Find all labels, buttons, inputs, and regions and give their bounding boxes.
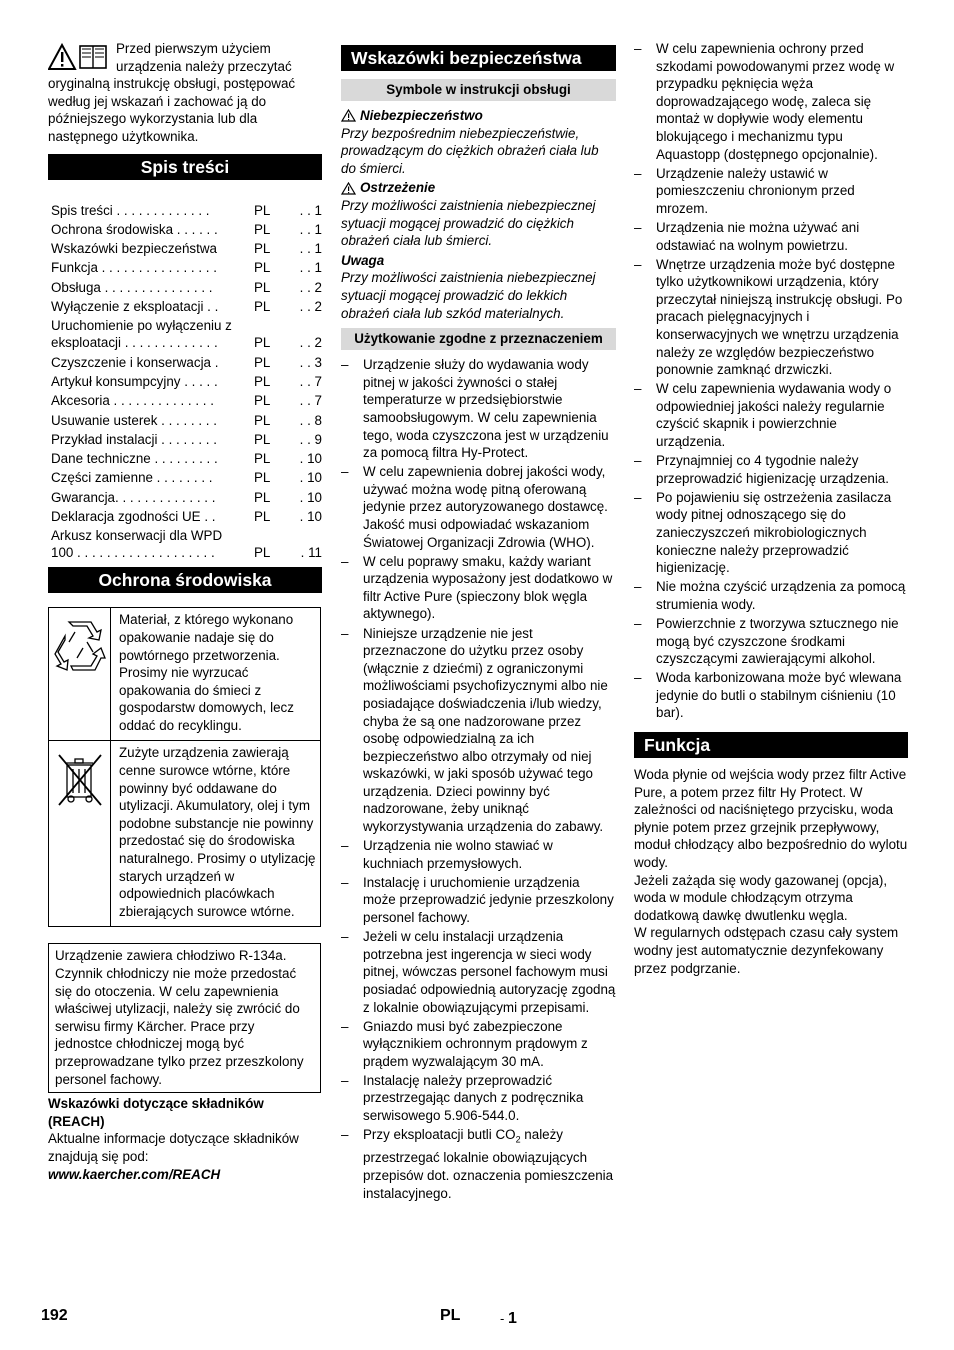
disposal-text: Zużyte urządzenia zawierają cenne surowce wtórne, które powinny być oddawane do utylizacji. Akumulatory, olej i tym podobne substancje nie powinny przedostać się do środowiska naturalnego. Prosimy o utylizację starych urządzeń w odpowiednich placówkach zbierających surowce wtórne. (119, 745, 316, 919)
toc-page: . 10 (299, 470, 322, 486)
page-sub-value: 1 (507, 1310, 517, 1327)
toc-title: Usuwanie usterek . . . . . . . . (51, 412, 217, 428)
list-item: – Jeżeli w celu instalacji urządzenia potrzebna jest ingerencja w sieci wody pitnej, wówczas personel fachowym musi posiadać odpowiednią autoryzację zgodną z lokalnie obowiązującymi przepisami. (341, 928, 616, 1016)
list-item: – Instalację należy przeprowadzić przestrzegając danych z podręcznika serwisowego 5.906-544.0. (341, 1072, 616, 1125)
toc-row[interactable] (48, 489, 322, 506)
list-item: – Po pojawieniu się ostrzeżenia zasilacza wody pitnej odnoszącego się do zanieczyszczeń mikrobiologicznych konieczne należy przeprowadzić higienizację. (634, 489, 908, 577)
toc-row[interactable] (48, 392, 322, 409)
list-item: – Wnętrze urządzenia może być dostępne tylko użytkownikowi urządzenia, który przeczytał niniejszą instrukcję obsługi. Po pracach pielęgnacyjnych i konserwacyjnych we wnętrzu urządzenia należy ze względów bezpieczeństwo ponownie zamknąć drzwiczki. (634, 256, 908, 379)
toc-title: Obsługa . . . . . . . . . . . . . . . (51, 279, 213, 295)
warning-label-row (341, 179, 616, 197)
toc-lang: PL (254, 202, 271, 218)
toc-title: Wyłączenie z eksploatacji . . (51, 299, 219, 315)
list-item: – Urządzenia nie wolno stawiać w kuchniach przemysłowych. (341, 837, 616, 872)
page-dash: - (500, 1311, 505, 1326)
toc-lang: PL (254, 241, 271, 257)
toc-title: Wskazówki bezpieczeństwa (51, 241, 217, 257)
list-item: – Instalację i uruchomienie urządzenia może przeprowadzić jedynie przeszkolony personel fachowy. (341, 874, 616, 927)
toc-lang: PL (254, 373, 271, 389)
list-item: – Urządzenie należy ustawić w pomieszczeniu chronionym przed mrozem. (634, 165, 908, 218)
toc-title: Akcesoria . . . . . . . . . . . . . . (51, 393, 214, 409)
toc-page: . . 1 (299, 202, 322, 218)
page-language: PL (440, 1307, 461, 1324)
toc-title: Części zamienne . . . . . . . . (51, 470, 213, 486)
toc-page: . . 1 (299, 221, 322, 237)
toc-title: Uruchomienie po wyłączeniu z eksploatacji . . . . . . . . . . . . . (51, 318, 232, 351)
table-of-contents (48, 202, 322, 562)
toc-lang: PL (254, 431, 271, 447)
disposal-row (49, 741, 320, 926)
reach-text: Aktualne informacje dotyczące składników znajdują się pod: (48, 1131, 299, 1164)
toc-page: . . 8 (299, 412, 322, 428)
list-item: – W celu zapewnienia wydawania wody o odpowiedniej jakości należy regularnie czyścić skapnik i powierzchnie urządzenia. (634, 380, 908, 450)
warning-manual-icon (48, 43, 110, 73)
co2-prefix: Przy eksploatacji butli CO (363, 1127, 516, 1143)
toc-page: . . 1 (299, 260, 322, 276)
toc-lang: PL (254, 451, 271, 467)
column-left (48, 40, 322, 1183)
co2-suffix: należy przestrzegać lokalnie obowiązujących przepisów dot. oznaczenia pomieszczenia instalacyjnego. (363, 1127, 614, 1201)
refrigerant-box (48, 943, 321, 1093)
list-item: – Urządzenie służy do wydawania wody pitnej w jakości żywności o stałej temperaturze w przedsiębiorstwie samoobsługowym. W celu zapewnienia tego, woda czyszczona jest w urządzeniu za pomocą filtra Hy-Protect. (341, 356, 616, 462)
toc-row[interactable] (48, 279, 322, 296)
toc-page: . . 7 (299, 393, 322, 409)
toc-page: . . 7 (299, 373, 322, 389)
toc-title: Arkusz konserwacji dla WPD 100 . . . . . . . . . . . . . . . . . . . (51, 528, 223, 561)
function-p1: Woda płynie od wejścia wody przez filtr Active Pure, a potem przez filtr Hy Protect. W zależności od naciśniętego przycisku, woda płynie potem przez grzejnik przepływowy, moduł chłodzący albo bezpośrednio do wylotu wody. (634, 767, 908, 871)
list-item: – Urządzenia nie można używać ani odstawiać na wolnym powietrzu. (634, 219, 908, 254)
toc-title: Gwarancja. . . . . . . . . . . . . . (51, 489, 216, 505)
function-p3: W regularnych odstępach czasu cały system wodny jest automatycznie dezynfekowany przez podgrzanie. (634, 925, 899, 976)
toc-page: . 10 (299, 489, 322, 505)
toc-page: . . 3 (299, 354, 322, 370)
page-sub-number (500, 1310, 517, 1328)
packaging-text: Materiał, z którego wykonano opakowanie nadaje się do powtórnego przetworzenia. Prosimy nie wyrzucać opakowania do śmieci z gospodarstw domowych, lecz oddać do recyklingu. (119, 612, 294, 733)
toc-row[interactable] (48, 527, 322, 561)
toc-page: . . 2 (299, 279, 322, 295)
warning-icon (341, 182, 356, 195)
list-item: – Przynajmniej co 4 tygodnie należy przeprowadzić higienizację urządzenia. (634, 452, 908, 487)
toc-row[interactable] (48, 508, 322, 525)
toc-page: . . 9 (299, 431, 322, 447)
list-item: – W celu zapewnienia ochrony przed szkodami powodowanymi przez wodę w przypadku pęknięcia węża doprowadzającego wodę, zaleca się montaż w dopływie wody elementu blokującego i mechanizmu typu Aquastopp (dostępnego opcjonalnie). (634, 40, 908, 163)
crossed-bin-icon (49, 741, 111, 926)
list-item: – Woda karbonizowana może być wlewana jedynie do butli o stabilnym ciśnieniu (10 bar). (634, 669, 908, 722)
toc-title: Artykuł konsumpcyjny . . . . . (51, 373, 218, 389)
toc-lang: PL (254, 221, 271, 237)
danger-text: Przy bezpośrednim niebezpieczeństwie, prowadzącym do ciężkich obrażeń ciała lub do śmierci. (341, 125, 599, 176)
toc-title: Dane techniczne . . . . . . . . . (51, 451, 218, 467)
toc-row[interactable] (48, 298, 322, 315)
environment-table (48, 607, 321, 927)
toc-title: Deklaracja zgodności UE . . (51, 509, 216, 525)
safety-list-continued (634, 40, 908, 722)
toc-page: . 10 (299, 451, 322, 467)
toc-lang: PL (254, 260, 271, 276)
symbols-heading: Symbole w instrukcji obsługi (341, 79, 616, 101)
toc-lang: PL (254, 279, 271, 295)
danger-label-row (341, 107, 616, 125)
toc-title: Czyszczenie i konserwacja . (51, 354, 219, 370)
toc-lang: PL (254, 299, 271, 315)
toc-lang: PL (254, 489, 271, 505)
list-item: – W celu poprawy smaku, każdy wariant urządzenia wyposażony jest dodatkowo w filtr Active Pure (spieczony blok węgla aktywnego). (341, 553, 616, 623)
list-item: – Gniazdo musi być zabezpieczone wyłącznikiem ochronnym prądowym z prądem wyzwalającym 30 mA. (341, 1018, 616, 1071)
column-right (634, 40, 908, 977)
page-number: 192 (41, 1307, 68, 1324)
toc-row[interactable] (48, 412, 322, 429)
toc-row[interactable] (48, 373, 322, 390)
toc-lang: PL (254, 335, 271, 351)
list-item: – Niniejsze urządzenie nie jest przeznaczone do użytku przez osoby (włącznie z dziećmi) z ograniczonymi możliwościami psychofizycznymi albo nie posiadające doświadczenia i/lub wiedzy, chyba że są one nadzorowane przez osobę odpowiedzialną za ich bezpieczeństwo albo otrzymały od niej wskazówki, w jaki sposób używać tego urządzenia. Dzieci powinny być nadzorowane, żeby uniknąć wykorzystywania urządzenia do zabawy. (341, 625, 616, 836)
recycle-icon (49, 608, 111, 740)
list-item: – Powierzchnie z tworzywa sztucznego nie mogą być czyszczone środkami czyszczącymi zawierającymi alkohol. (634, 615, 908, 668)
reach-link[interactable]: www.kaercher.com/REACH (48, 1166, 221, 1182)
toc-row[interactable] (48, 354, 322, 371)
intro-text: Przed pierwszym użyciem urządzenia należy przeczytać oryginalną instrukcję obsługi, postępować według jej wskazań i zachować ją do późniejszego wykorzystania lub dla następnego użytkownika. (48, 41, 296, 144)
toc-row[interactable] (48, 240, 322, 257)
toc-lang: PL (254, 545, 271, 561)
packaging-row (49, 608, 320, 741)
toc-lang: PL (254, 393, 271, 409)
toc-page: . 10 (299, 509, 322, 525)
toc-row[interactable] (48, 469, 322, 486)
list-item (341, 1126, 616, 1202)
toc-heading: Spis treści (48, 154, 322, 180)
warning-label: Ostrzeżenie (360, 180, 436, 196)
toc-row[interactable] (48, 431, 322, 448)
toc-row[interactable] (48, 317, 322, 351)
toc-lang: PL (254, 354, 271, 370)
danger-warning-icon (341, 109, 356, 122)
toc-title: Ochrona środowiska . . . . . . (51, 221, 218, 237)
toc-page: . . 1 (299, 241, 322, 257)
refrigerant-text: Urządzenie zawiera chłodziwo R-134a. Czynnik chłodniczy nie może przedostać się do otoczenia. W celu zapewnienia właściwej utylizacji, należy się zwrócić do serwisu firmy Kärcher. Prace przy jednostce chłodniczej mogą być przeprowadzane tylko przez przeszkolony personel fachowy. (55, 948, 304, 1087)
toc-page: . . 2 (299, 335, 322, 351)
danger-label: Niebezpieczeństwo (360, 108, 483, 123)
column-middle (341, 40, 616, 1204)
toc-title: Funkcja . . . . . . . . . . . . . . . . (51, 260, 217, 276)
toc-row[interactable] (48, 259, 322, 276)
toc-lang: PL (254, 412, 271, 428)
toc-page: . . 2 (299, 299, 322, 315)
caution-text: Przy możliwości zaistnienia niebezpiecznej sytuacji mogącej prowadzić do lekkich obrażeń ciała lub szkód materialnych. (341, 270, 596, 321)
function-p2: Jeżeli zażąda się wody gazowanej (opcja), woda w module chłodzącym otrzyma dodatkową dawkę dwutlenku węgla. (634, 872, 888, 923)
toc-row[interactable] (48, 221, 322, 238)
environment-heading: Ochrona środowiska (48, 567, 322, 593)
reach-title: Wskazówki dotyczące składników (REACH) (48, 1096, 264, 1129)
toc-title: Spis treści . . . . . . . . . . . . . (51, 202, 210, 218)
intended-use-heading: Użytkowanie zgodne z przeznaczeniem (341, 328, 616, 350)
toc-row[interactable] (48, 202, 322, 219)
list-item: – W celu zapewnienia dobrej jakości wody, używać można wodę pitną oferowaną jedynie przez autoryzowanego dostawcę. Jakość musi odpowiadać wskazaniom Światowej Organizacji Zdrowia (WHO). (341, 463, 616, 551)
list-item: – Nie można czyścić urządzenia za pomocą strumienia wody. (634, 578, 908, 613)
function-heading: Funkcja (634, 732, 908, 758)
toc-row[interactable] (48, 450, 322, 467)
intro-block (48, 40, 322, 146)
safety-heading: Wskazówki bezpieczeństwa (341, 45, 616, 71)
warning-text: Przy możliwości zaistnienia niebezpiecznej sytuacji mogącej prowadzić do ciężkich obrażeń ciała lub śmierci. (341, 197, 596, 249)
co2-sub: 2 (515, 1134, 521, 1145)
toc-lang: PL (254, 509, 271, 525)
toc-title: Przykład instalacji . . . . . . . . (51, 431, 217, 447)
toc-lang: PL (254, 470, 271, 486)
intended-use-list (341, 356, 616, 1202)
caution-label: Uwaga (341, 252, 385, 268)
toc-page: . 11 (300, 545, 322, 561)
